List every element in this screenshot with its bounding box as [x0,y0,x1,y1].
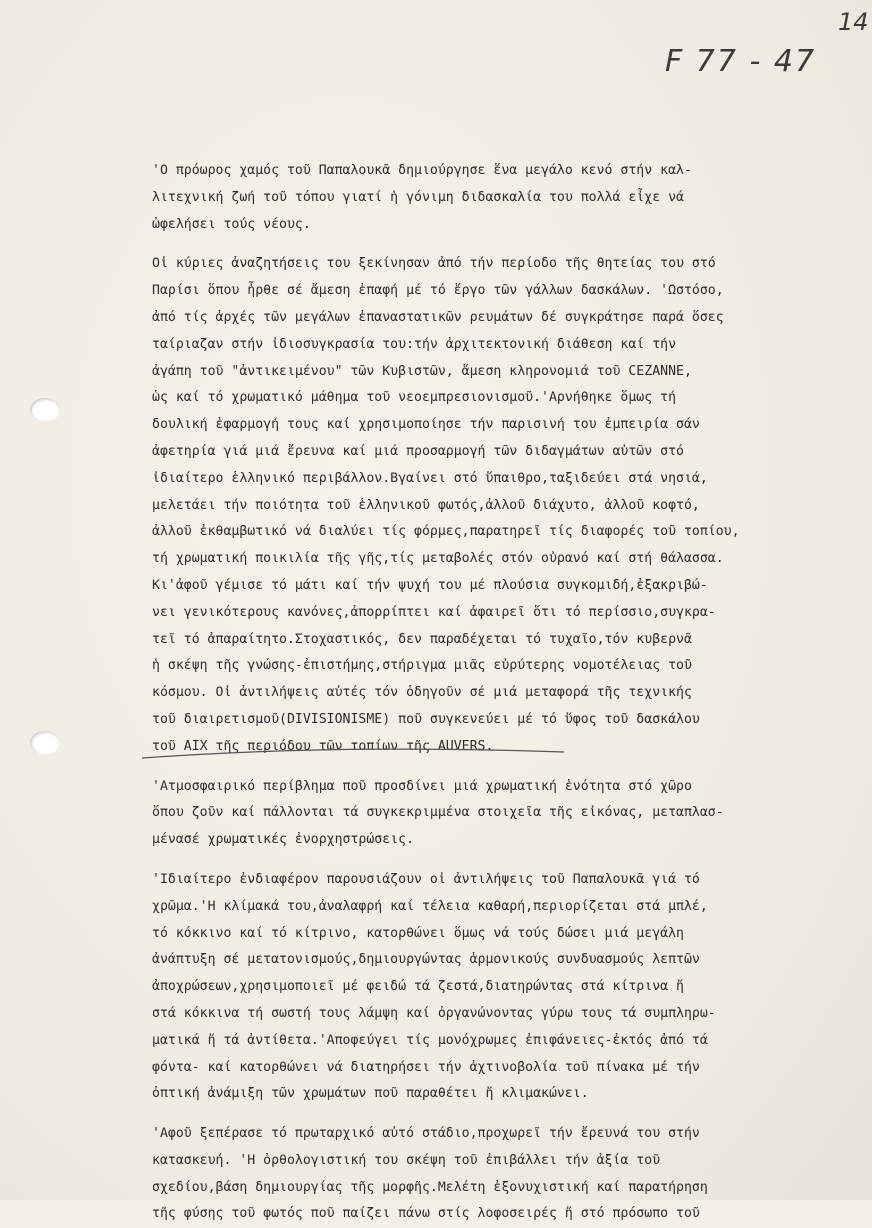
text-line: μελετάει τήν ποιότητα τοῦ ἑλληνικοῦ φωτός,ἀλλοῦ διάχυτο, ἀλλοῦ κοφτό, [152,497,700,513]
text-line: κατασκευή. 'Η ὀρθολογιστική του σκέψη τοῦ ἐπιβάλλει τήν ἀξία τοῦ [152,1152,661,1168]
text-line: 'Ο πρόωρος χαμός τοῦ Παπαλουκᾶ δημιούργησε ἕνα μεγάλο κενό στήν καλ- [152,163,692,178]
text-line: τοῦ AIX τῆς περιόδου τῶν τοπίων τῆς AUVERS. [152,738,494,754]
text-line: στά κόκκινα τή σωστή τους λάμψη καί ὀργανώνοντας γύρω τους τά συμπληρω- [152,1005,716,1021]
typewritten-body [152,158,832,1228]
paragraph [152,867,832,1108]
text-line: ἰδιαίτερο ἑλληνικό περιβάλλον.Βγαίνει στό ὕπαιθρο,ταξιδεύει στά νησιά, [152,470,708,486]
text-line: ἀποχρώσεων,χρησιμοποιεῖ μέ φειδώ τά ζεστά,διατηρώντας στά κίτρινα ἤ [152,979,684,995]
text-line: ἀφετηρία γιά μιά ἔρευνα καί μιά προσαρμογή τῶν διδαγμάτων αὐτῶν στό [152,443,684,459]
text-line: τεῖ τό ἀπαραίτητο.Στοχαστικός, δεν παραδέχεται τό τυχαῖο,τόν κυβερνᾶ [152,631,692,647]
text-line: Οἱ κύριες ἀναζητήσεις του ξεκίνησαν ἀπό τήν περίοδο τῆς θητείας του στό [152,256,716,272]
punch-hole-bottom [30,731,60,755]
handwritten-bracket-mark [138,738,568,760]
paragraph [152,158,832,238]
text-line: μένασέ χρωματικές ἐνορχηστρώσεις. [152,832,415,848]
text-line: ἀνάπτυξη σέ μετατονισμούς,δημιουργώντας ἁρμονικούς συνδυασμούς λεπτῶν [152,952,700,968]
paragraph [152,251,832,760]
text-line: δουλική ἐφαρμογή τους καί χρησιμοποίησε τήν παρισινή του ἐμπειρία σάν [152,417,700,433]
text-line: ἀγάπη τοῦ "ἀντικειμένου" τῶν Κυβιστῶν, ἄμεση κληρονομιά τοῦ CEZANNE, [152,363,692,379]
text-line: ματικά ἤ τά ἀντίθετα.'Αποφεύγει τίς μονόχρωμες ἐπιφάνειες-ἐκτός ἀπό τά [152,1032,708,1048]
text-line: τό κόκκινο καί τό κίτρινο, κατορθώνει ὅμως νά τούς δώσει μιά μεγάλη [152,925,684,941]
text-line: ἡ σκέψη τῆς γνώσης-ἐπιστήμης,στήριγμα μιᾶς εὐρύτερης νομοτέλειας τοῦ [152,658,692,674]
text-line: σχεδίου,βάση δημιουργίας τῆς μορφῆς.Μελέτη ἐξονυχιστική καί παρατήρηση [152,1179,708,1195]
text-line: ἀπό τίς ἀρχές τῶν μεγάλων ἐπαναστατικῶν ρευμάτων δέ συγκράτησε παρά ὅσες [152,309,724,325]
text-line: χρῶμα.'Η κλίμακά του,ἀναλαφρή καί τέλεια καθαρή,περιορίζεται στά μπλέ, [152,898,708,914]
punch-hole-top [30,398,60,422]
text-line: ὠφελήσει τούς νέους. [152,216,311,232]
text-line: τή χρωματική ποικιλία τῆς γῆς,τίς μεταβολές στόν οὐρανό καί στή θάλασσα. [152,551,724,567]
text-line: 'Αφοῦ ξεπέρασε τό πρωταρχικό αὐτό στάδιο,προχωρεῖ τήν ἔρευνά του στήν [152,1126,700,1142]
text-line: λιτεχνική ζωή τοῦ τόπου γιατί ἡ γόνιμη διδασκαλία του πολλά εἶχε νά [152,189,684,205]
text-line: ὀπτική ἀνάμιξη τῶν χρωμάτων ποῦ παραθέτει ἤ κλιμακώνει. [152,1086,589,1102]
text-line: 'Ατμοσφαιρικό περίβλημα ποῦ προσδίνει μιά χρωματική ἑνότητα στό χῶρο [152,778,692,794]
text-line: κόσμου. Οἱ ἀντιλήψεις αὐτές τόν ὁδηγοῦν σέ μιά μεταφορά τῆς τεχνικής [152,685,692,701]
text-line: νει γενικότερους κανόνες,ἀπορρίπτει καί ἀφαιρεῖ ὅτι τό περίσσιο,συγκρα- [152,604,716,620]
text-line: Παρίσι ὅπου ἦρθε σέ ἄμεση ἐπαφή μέ τό ἔργο τῶν γάλλων δασκάλων. 'Ωστόσο, [152,283,724,299]
text-line: τοῦ διαιρετισμοῦ(DIVISIONISME) ποῦ συγκενεύει μέ τό ὕφος τοῦ δασκάλου [152,711,700,727]
paragraph [152,774,832,854]
text-line: φόντα- καί κατορθώνει νά διατηρήσει τήν ἀχτινοβολία τοῦ πίνακα μέ τήν [152,1059,700,1075]
text-line: ἀλλοῦ ἐκθαμβωτικό νά διαλύει τίς φόρμες,παρατηρεῖ τίς διαφορές τοῦ τοπίου, [152,524,740,540]
text-line: τῆς φύσης τοῦ φωτός ποῦ παίζει πάνω στίς λοφοσειρές ἤ στό πρόσωπο τοῦ [152,1206,700,1222]
archive-reference: F 77 - 47 [665,44,817,79]
text-line: ὡς καί τό χρωματικό μάθημα τοῦ νεοεμπρεσιονισμοῦ.'Αρνήθηκε ὅμως τή [152,390,677,406]
text-line: Κι'ἀφοῦ γέμισε τό μάτι καί τήν ψυχή του μέ πλούσια συγκομιδή,ἐξακριβώ- [152,577,708,593]
text-line: 'Ιδιαίτερο ἐνδιαφέρον παρουσιάζουν οἱ ἀντιλήψεις τοῦ Παπαλουκᾶ γιά τό [152,871,700,887]
page-number: 14 [838,8,869,36]
text-line: ὅπου ζοῦν καί πάλλονται τά συγκεκριμμένα στοιχεῖα τῆς εἰκόνας, μεταπλασ- [152,805,724,821]
paragraph [152,1121,832,1228]
text-line: ταίριαζαν στήν ἰδιοσυγκρασία του:τήν ἀρχιτεκτονική διάθεση καί τήν [152,336,677,352]
